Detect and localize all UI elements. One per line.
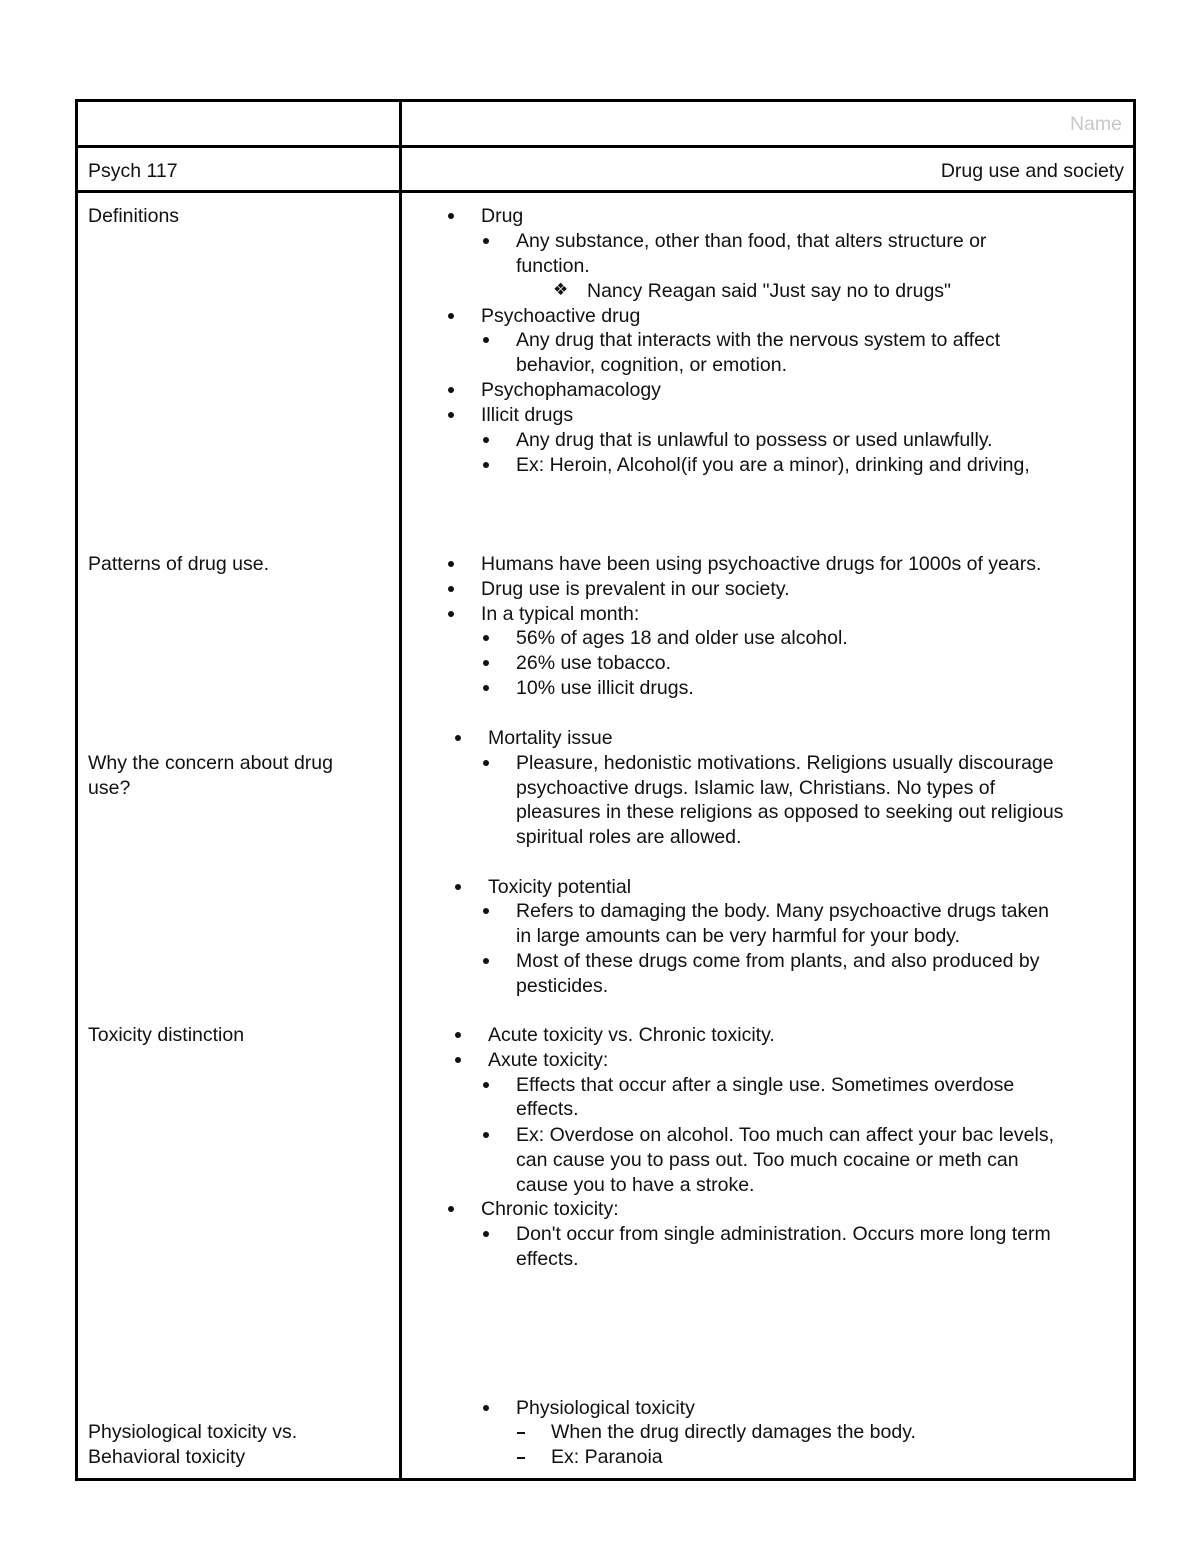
- note-line: Drug use is prevalent in our society.: [481, 578, 790, 600]
- bullet: [483, 337, 489, 343]
- cue-physiological-behavioral: Behavioral toxicity: [88, 1446, 246, 1468]
- note-line: Nancy Reagan said "Just say no to drugs": [587, 280, 951, 302]
- row-divider: [75, 190, 1136, 193]
- note-line: Toxicity potential: [488, 876, 632, 898]
- note-line: Psychophamacology: [481, 379, 661, 401]
- bullet: [483, 635, 489, 641]
- cue-concern: Why the concern about drug: [88, 752, 333, 774]
- note-line: Psychoactive drug: [481, 305, 641, 327]
- diamond-bullet-icon: ❖: [553, 280, 569, 299]
- bullet: [448, 1206, 454, 1212]
- note-line: Humans have been using psychoactive drugs for 1000s of years.: [481, 553, 1042, 575]
- note-line: 26% use tobacco.: [516, 652, 672, 674]
- bullet: [483, 660, 489, 666]
- note-line: 10% use illicit drugs.: [516, 677, 694, 699]
- cue-patterns: Patterns of drug use.: [88, 553, 270, 575]
- note-line: Axute toxicity:: [488, 1049, 609, 1071]
- bullet: [448, 313, 454, 319]
- bullet: [448, 213, 454, 219]
- note-line: Ex: Heroin, Alcohol(if you are a minor), drinking and driving,: [516, 454, 1030, 476]
- note-line: Acute toxicity vs. Chronic toxicity.: [488, 1024, 775, 1046]
- bullet: [483, 437, 489, 443]
- bullet: [483, 685, 489, 691]
- note-line: Ex: Overdose on alcohol. Too much can affect your bac levels,: [516, 1124, 1054, 1146]
- bullet: [483, 958, 489, 964]
- bullet: [448, 387, 454, 393]
- note-line: When the drug directly damages the body.: [551, 1421, 916, 1443]
- bullet: [448, 611, 454, 617]
- row-divider: [75, 145, 1136, 148]
- course-title: Psych 117: [88, 160, 178, 182]
- bullet: [448, 561, 454, 567]
- note-line: effects.: [516, 1248, 579, 1270]
- bullet: [483, 1082, 489, 1088]
- cue-toxicity-distinction: Toxicity distinction: [88, 1024, 245, 1046]
- note-line: Mortality issue: [488, 727, 613, 749]
- note-line: Illicit drugs: [481, 404, 574, 426]
- note-line: psychoactive drugs. Islamic law, Christians. No types of: [516, 777, 996, 799]
- bullet: [483, 238, 489, 244]
- bullet: [483, 1405, 489, 1411]
- note-line: Any drug that is unlawful to possess or used unlawfully.: [516, 429, 993, 451]
- bullet: [483, 760, 489, 766]
- bullet: [483, 1231, 489, 1237]
- bullet: [455, 884, 461, 890]
- name-label: Name: [1069, 113, 1122, 135]
- note-line: Effects that occur after a single use. Sometimes overdose: [516, 1074, 1015, 1096]
- bullet: [483, 462, 489, 468]
- note-line: In a typical month:: [481, 603, 640, 625]
- note-line: Ex: Paranoia: [551, 1446, 663, 1468]
- cue-physiological-behavioral: Physiological toxicity vs.: [88, 1421, 298, 1443]
- bullet: [455, 1032, 461, 1038]
- cue-definitions: Definitions: [88, 205, 180, 227]
- topic-title: Drug use and society: [940, 160, 1124, 182]
- note-line: pleasures in these religions as opposed to seeking out religious: [516, 801, 1064, 823]
- bullet: [483, 1132, 489, 1138]
- dash-bullet: [517, 1432, 525, 1434]
- note-line: Any substance, other than food, that alters structure or: [516, 230, 987, 252]
- note-line: behavior, cognition, or emotion.: [516, 354, 788, 376]
- note-line: pesticides.: [516, 975, 609, 997]
- note-line: Refers to damaging the body. Many psychoactive drugs taken: [516, 900, 1049, 922]
- note-line: cause you to have a stroke.: [516, 1174, 755, 1196]
- note-line: effects.: [516, 1098, 579, 1120]
- note-line: Any drug that interacts with the nervous system to affect: [516, 329, 1001, 351]
- note-line: Physiological toxicity: [516, 1397, 695, 1419]
- note-line: 56% of ages 18 and older use alcohol.: [516, 627, 848, 649]
- dash-bullet: [517, 1457, 525, 1459]
- column-divider: [399, 99, 402, 1481]
- note-line: Chronic toxicity:: [481, 1198, 619, 1220]
- note-line: can cause you to pass out. Too much cocaine or meth can: [516, 1149, 1019, 1171]
- bullet: [455, 735, 461, 741]
- note-line: Drug: [481, 205, 524, 227]
- bullet: [483, 908, 489, 914]
- note-line: in large amounts can be very harmful for your body.: [516, 925, 961, 947]
- bullet: [448, 586, 454, 592]
- note-line: spiritual roles are allowed.: [516, 826, 742, 848]
- bullet: [448, 412, 454, 418]
- note-line: Pleasure, hedonistic motivations. Religions usually discourage: [516, 752, 1054, 774]
- note-line: function.: [516, 255, 590, 277]
- note-line: Don't occur from single administration. Occurs more long term: [516, 1223, 1051, 1245]
- bullet: [455, 1057, 461, 1063]
- note-line: Most of these drugs come from plants, and also produced by: [516, 950, 1040, 972]
- cue-concern: use?: [88, 777, 131, 799]
